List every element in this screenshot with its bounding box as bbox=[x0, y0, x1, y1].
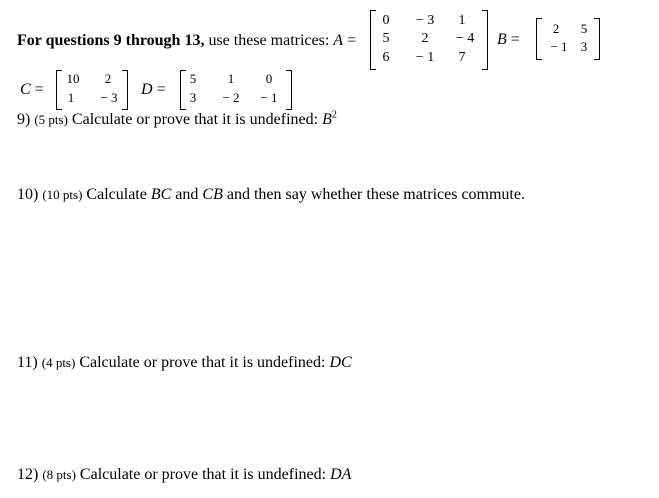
question-expression: BC bbox=[150, 186, 172, 203]
question-expression: DC bbox=[329, 354, 352, 371]
matrix-cell: 5 bbox=[189, 71, 197, 86]
matrix-cell: 10 bbox=[66, 71, 80, 86]
matrix-c bbox=[56, 70, 130, 110]
matrix-cell: 2 bbox=[552, 21, 560, 36]
matrix-cell: 0 bbox=[382, 13, 390, 28]
question-11 bbox=[17, 354, 352, 372]
matrix-cell: 5 bbox=[580, 21, 588, 36]
question-text: Calculate bbox=[86, 186, 147, 203]
matrix-cell: 6 bbox=[382, 50, 390, 65]
matrix-cell: − 1 bbox=[550, 39, 568, 54]
matrix-a-label: A bbox=[333, 32, 344, 49]
matrix-cell: − 4 bbox=[455, 31, 475, 46]
matrix-c-label: C bbox=[20, 81, 31, 98]
question-number: 12) bbox=[17, 466, 39, 483]
intro-line bbox=[17, 32, 356, 50]
matrix-cell: − 2 bbox=[222, 90, 240, 105]
question-text: Calculate or prove that it is undefined: bbox=[71, 111, 319, 128]
matrix-cell: 3 bbox=[189, 90, 197, 105]
question-points: (4 pts) bbox=[41, 355, 76, 370]
equals-sign: = bbox=[34, 81, 44, 98]
matrix-d-label: D bbox=[141, 81, 153, 98]
question-number: 11) bbox=[17, 354, 38, 371]
question-10 bbox=[17, 186, 525, 204]
matrix-b-label-group bbox=[497, 31, 520, 49]
matrix-cell: − 1 bbox=[260, 90, 278, 105]
matrix-b-label: B bbox=[497, 31, 507, 48]
bracket-right bbox=[122, 70, 128, 110]
matrix-cell: 0 bbox=[265, 71, 273, 86]
question-points: (5 pts) bbox=[34, 112, 68, 127]
question-text: and then say whether these matrices commute. bbox=[226, 186, 525, 203]
matrix-d bbox=[180, 70, 292, 110]
question-expression: B bbox=[322, 111, 332, 128]
question-text: and bbox=[175, 186, 199, 203]
bracket-left bbox=[536, 18, 542, 60]
matrix-c-label-group bbox=[20, 81, 44, 99]
matrix-cell: 1 bbox=[67, 90, 75, 105]
matrix-cell: − 1 bbox=[415, 50, 435, 65]
matrix-b bbox=[536, 18, 600, 60]
matrix-cell: − 3 bbox=[100, 90, 118, 105]
question-exponent: 2 bbox=[331, 109, 337, 121]
question-text: Calculate or prove that it is undefined: bbox=[79, 354, 326, 371]
bracket-right bbox=[482, 10, 488, 70]
question-expression: CB bbox=[202, 186, 223, 203]
question-number: 10) bbox=[17, 186, 39, 203]
matrix-cell: 7 bbox=[458, 50, 466, 65]
question-points: (10 pts) bbox=[42, 187, 83, 202]
question-points: (8 pts) bbox=[42, 467, 76, 482]
intro-lead-bold: For questions 9 through 13, bbox=[17, 32, 205, 49]
question-text: Calculate or prove that it is undefined: bbox=[79, 466, 327, 483]
bracket-right bbox=[594, 18, 600, 60]
question-expression: DA bbox=[330, 466, 352, 483]
equals-sign: = bbox=[347, 32, 357, 49]
question-9 bbox=[17, 111, 337, 129]
bracket-right bbox=[286, 70, 292, 110]
equals-sign: = bbox=[510, 31, 520, 48]
matrix-a bbox=[370, 10, 488, 70]
matrix-cell: 5 bbox=[382, 31, 390, 46]
question-number: 9) bbox=[17, 111, 31, 128]
intro-lead-rest: use these matrices: bbox=[204, 32, 330, 49]
equals-sign: = bbox=[156, 81, 166, 98]
question-12 bbox=[17, 466, 351, 484]
matrix-cell: − 3 bbox=[415, 13, 435, 28]
matrix-cell: 2 bbox=[421, 31, 429, 46]
matrix-cell: 1 bbox=[458, 13, 466, 28]
matrix-cell: 3 bbox=[580, 39, 588, 54]
matrix-cell: 2 bbox=[104, 71, 112, 86]
matrix-d-label-group bbox=[141, 81, 166, 99]
matrix-cell: 1 bbox=[227, 71, 235, 86]
